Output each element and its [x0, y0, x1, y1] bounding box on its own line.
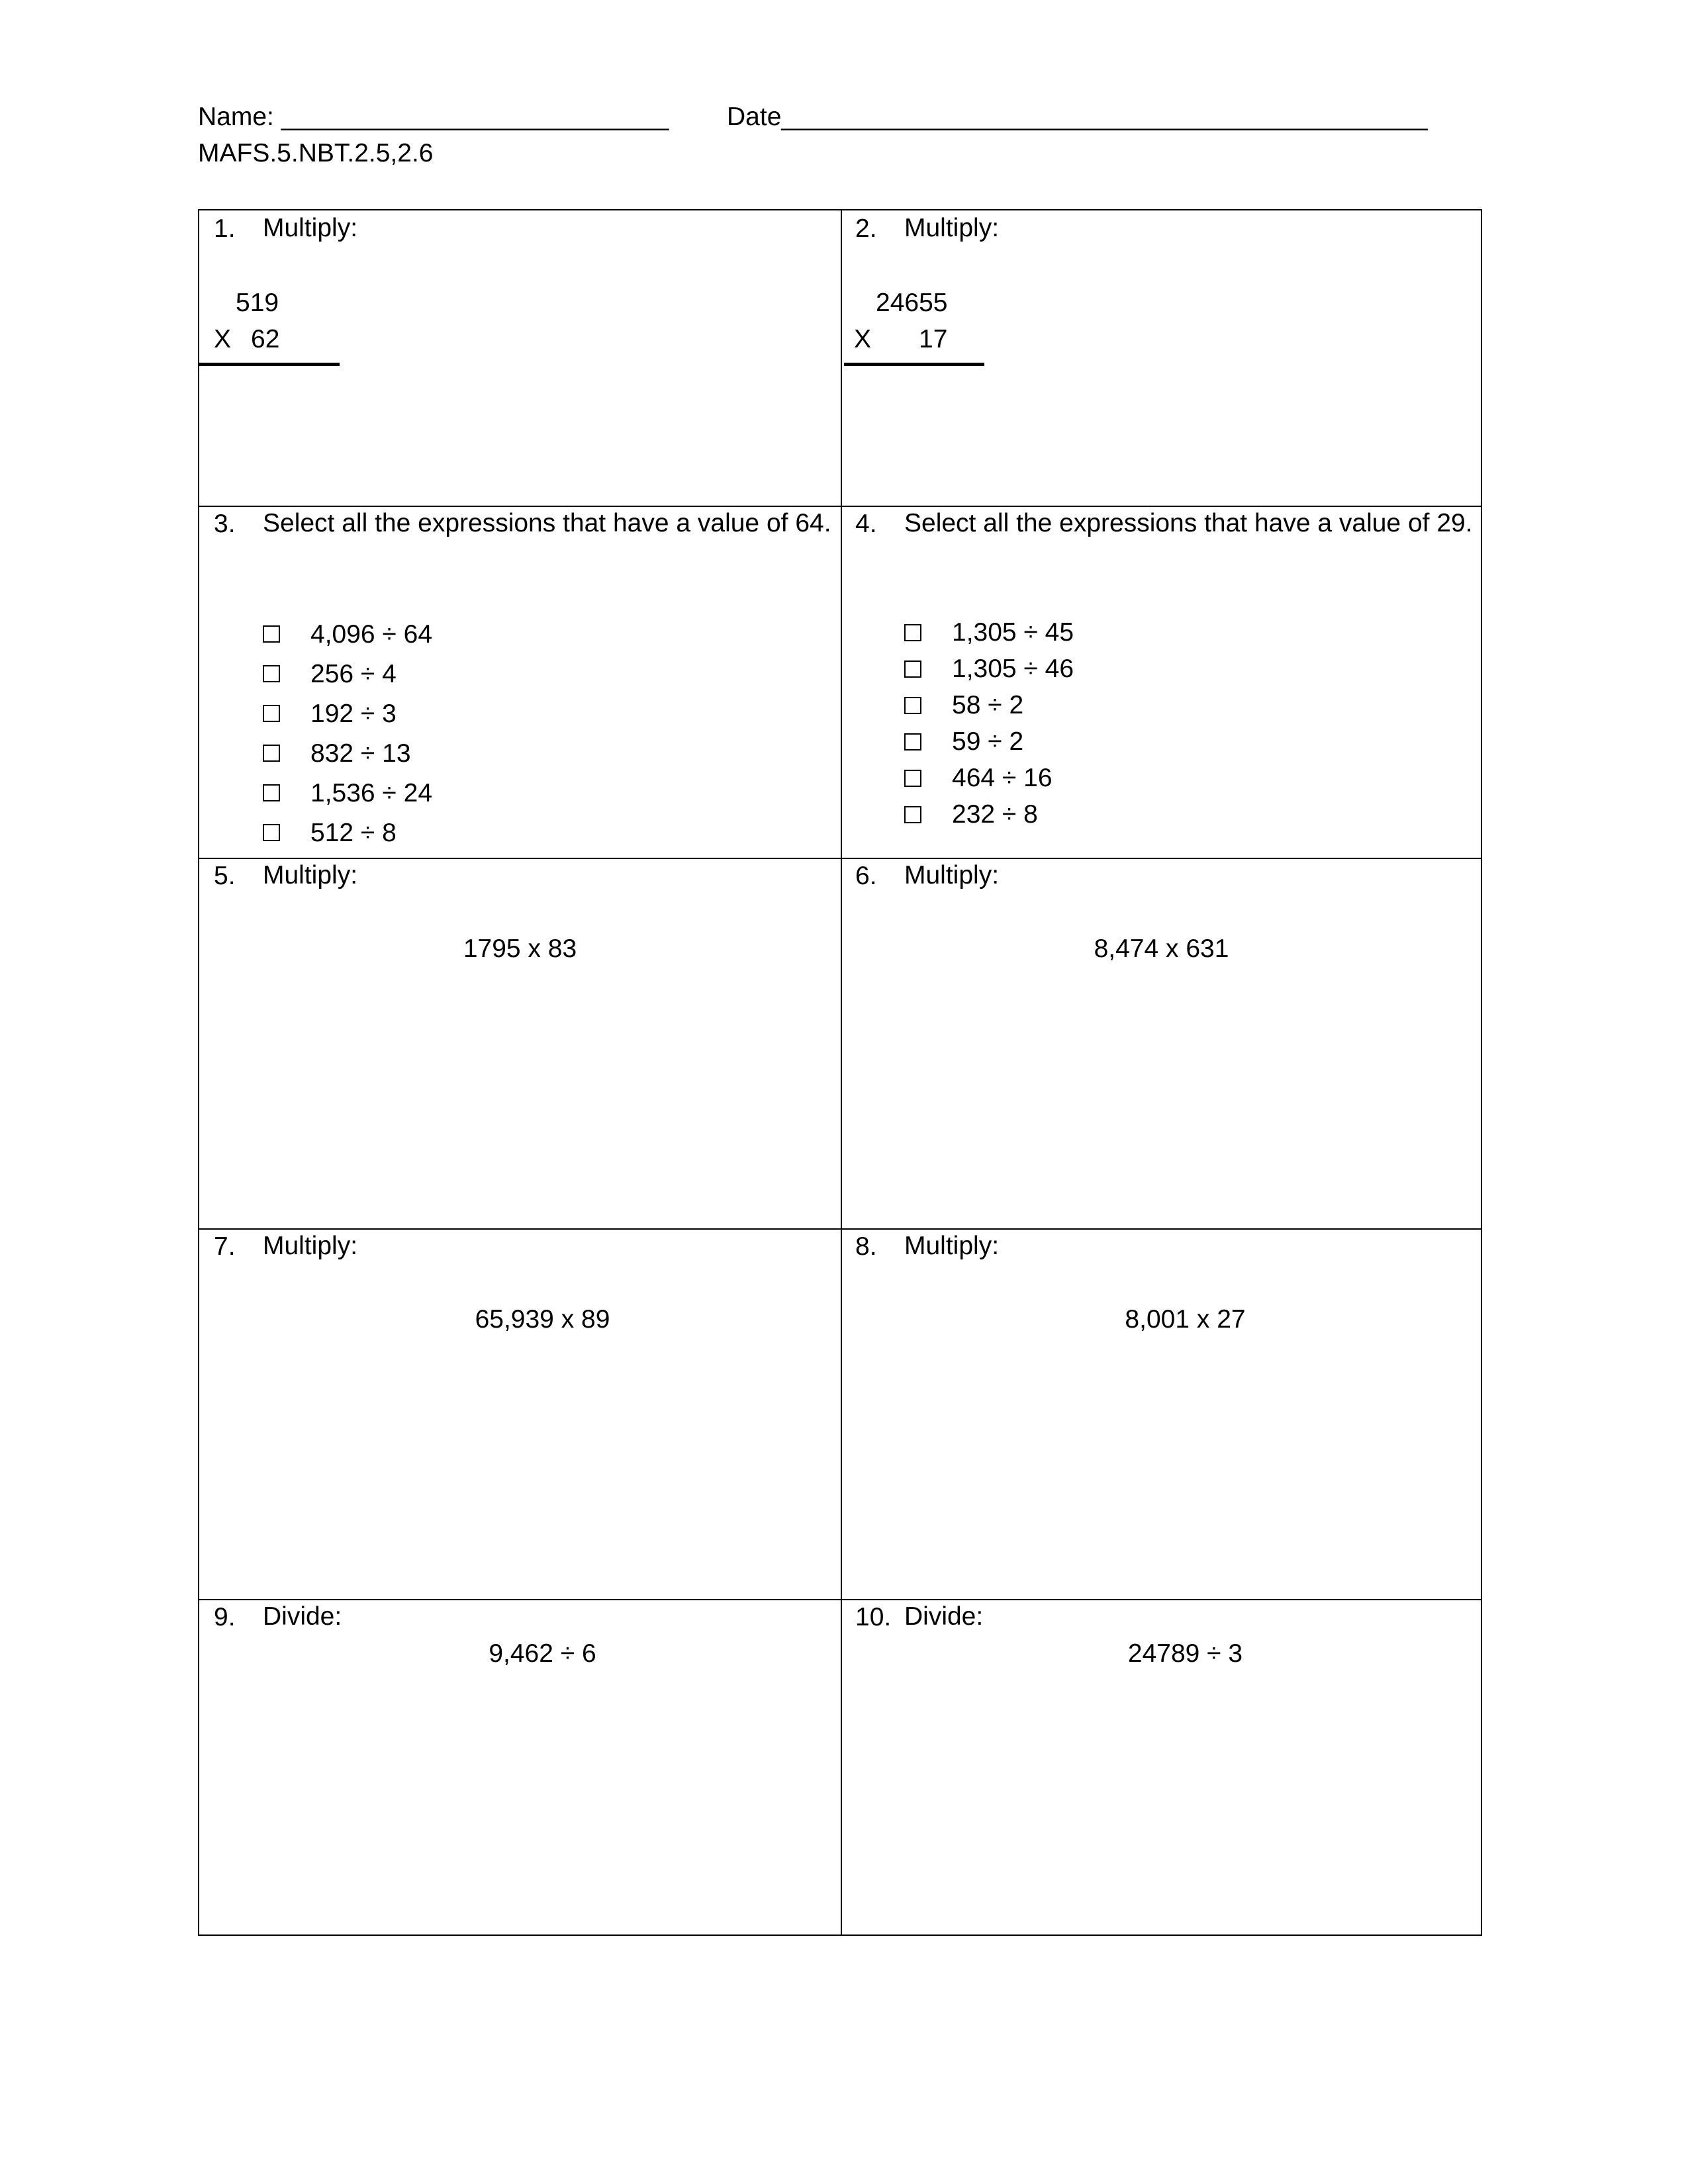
checkbox[interactable]	[263, 824, 280, 841]
option-item[interactable]	[263, 654, 432, 694]
question-7	[199, 1228, 841, 1599]
problem-expression: 8,001 x 27	[1125, 1305, 1246, 1334]
option-label: 1,305 ÷ 45	[952, 618, 1074, 647]
option-item[interactable]	[904, 796, 1074, 833]
question-label: Multiply:	[904, 861, 1000, 889]
problem-expression: 8,474 x 631	[1094, 934, 1229, 963]
option-item[interactable]	[904, 760, 1074, 796]
question-number: 4.	[855, 510, 877, 538]
checkbox[interactable]	[904, 806, 921, 823]
question-number: 1.	[214, 214, 236, 243]
operator-symbol: X	[214, 325, 232, 353]
option-item[interactable]	[904, 614, 1074, 651]
checkbox[interactable]	[904, 660, 921, 678]
standard-code: MAFS.5.NBT.2.5,2.6	[198, 139, 434, 167]
option-item[interactable]	[904, 687, 1074, 723]
option-item[interactable]	[904, 651, 1074, 687]
option-label: 832 ÷ 13	[310, 739, 411, 768]
question-10	[841, 1599, 1482, 1937]
multiplier: 17	[919, 325, 948, 353]
option-label: 4,096 ÷ 64	[310, 619, 433, 649]
checkbox-options	[263, 614, 432, 852]
checkbox[interactable]	[263, 784, 280, 801]
checkbox[interactable]	[904, 733, 921, 751]
question-number: 9.	[214, 1603, 236, 1631]
checkbox[interactable]	[263, 625, 280, 643]
option-label: 59 ÷ 2	[952, 727, 1024, 756]
option-item[interactable]	[263, 733, 432, 773]
multiplicand: 24655	[876, 289, 948, 317]
question-8	[841, 1228, 1482, 1599]
option-label: 256 ÷ 4	[310, 659, 397, 688]
multiplier: 62	[251, 325, 280, 353]
question-label: Select all the expressions that have a value of 64.	[263, 509, 831, 537]
option-label: 232 ÷ 8	[952, 800, 1038, 829]
question-1	[199, 210, 841, 506]
question-grid	[198, 209, 1482, 1936]
name-field-line[interactable]: Name: ___________________________	[198, 103, 669, 131]
checkbox[interactable]	[263, 745, 280, 762]
option-label: 1,305 ÷ 46	[952, 655, 1074, 683]
answer-line	[199, 363, 340, 366]
question-label: Multiply:	[263, 1232, 358, 1260]
question-label: Multiply:	[263, 214, 358, 242]
problem-expression: 1795 x 83	[463, 934, 577, 963]
operator-symbol: X	[854, 325, 872, 353]
option-label: 464 ÷ 16	[952, 764, 1053, 792]
question-number: 7.	[214, 1232, 236, 1261]
question-number: 6.	[855, 862, 877, 890]
answer-line	[844, 363, 984, 366]
question-label: Select all the expressions that have a value of 29.	[904, 509, 1473, 537]
vertical-multiplication	[841, 290, 986, 383]
checkbox[interactable]	[904, 624, 921, 641]
problem-expression: 65,939 x 89	[475, 1305, 610, 1334]
checkbox[interactable]	[904, 697, 921, 714]
option-item[interactable]	[263, 694, 432, 733]
problem-expression: 24789 ÷ 3	[1127, 1639, 1243, 1668]
checkbox[interactable]	[263, 665, 280, 682]
multiplicand: 519	[236, 289, 279, 317]
question-2	[841, 210, 1482, 506]
option-item[interactable]	[263, 614, 432, 654]
checkbox[interactable]	[904, 770, 921, 787]
question-label: Multiply:	[904, 1232, 1000, 1260]
option-label: 58 ÷ 2	[952, 691, 1024, 719]
problem-expression: 9,462 ÷ 6	[489, 1639, 596, 1668]
question-label: Divide:	[904, 1602, 984, 1631]
vertical-multiplication	[199, 290, 345, 383]
checkbox-options	[904, 614, 1074, 833]
question-label: Divide:	[263, 1602, 342, 1631]
question-4	[841, 506, 1482, 858]
option-item[interactable]	[263, 813, 432, 852]
option-item[interactable]	[904, 723, 1074, 760]
option-label: 192 ÷ 3	[310, 699, 397, 728]
question-number: 3.	[214, 510, 236, 538]
question-number: 2.	[855, 214, 877, 243]
question-9	[199, 1599, 841, 1937]
question-6	[841, 858, 1482, 1228]
question-number: 5.	[214, 862, 236, 890]
checkbox[interactable]	[263, 705, 280, 722]
question-5	[199, 858, 841, 1228]
question-number: 8.	[855, 1232, 877, 1261]
option-label: 1,536 ÷ 24	[310, 778, 433, 807]
question-label: Multiply:	[904, 214, 1000, 242]
date-field-line[interactable]: Date_____________________________________________	[727, 103, 1428, 131]
option-label: 512 ÷ 8	[310, 818, 397, 847]
question-label: Multiply:	[263, 861, 358, 889]
question-number: 10.	[855, 1603, 892, 1631]
question-3	[199, 506, 841, 858]
option-item[interactable]	[263, 773, 432, 813]
